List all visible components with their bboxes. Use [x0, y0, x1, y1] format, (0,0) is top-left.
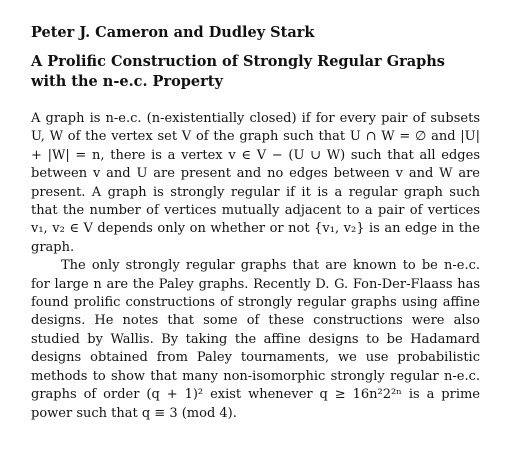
paper-page — [31, 24, 480, 423]
paper-authors: Peter J. Cameron and Dudley Stark — [31, 24, 315, 41]
abstract-paragraph-1: A graph is n-e.c. (n-existentially closed) if for every pair of subsets U, W of the vertex set V of the graph such that U ∩ W = ∅ and |U| + |W| = n, there is a vertex v ∈ V − (U ∪ W) such that all edges between v and U are present and no edges between v and W are present. A graph is strongly regular if it is a regular graph such that the number of vertices mutually adjacent to a pair of vertices v₁, v₂ ∈ V depends only on whether or not {v₁, v₂} is an edge in the graph. — [31, 111, 480, 255]
abstract-paragraph-2: The only strongly regular graphs that are known to be n-e.c. for large n are the Paley graphs. Recently D. G. Fon-Der-Flaass has found prolific constructions of strongly regular graphs using affine designs. He notes that some of these constructions were also studied by Wallis. By taking the affine designs to be Hadamard designs obtained from Paley tournaments, we use probabilistic methods to show that many non-isomorphic strongly regular n-e.c. graphs of order (q + 1)² exist whenever q ≥ 16n²2²ⁿ is a prime power such that q ≡ 3 (mod 4). — [31, 258, 480, 421]
paper-abstract — [31, 110, 480, 423]
paper-title: A Prolific Construction of Strongly Regular Graphs with the n-e.c. Property — [31, 53, 445, 90]
